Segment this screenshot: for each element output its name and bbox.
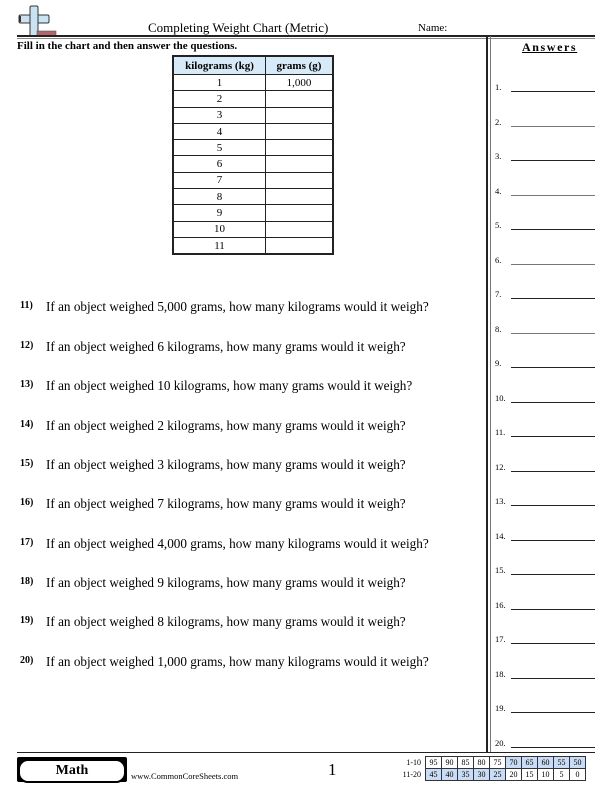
kg-cell: 10 <box>174 221 266 237</box>
answer-line-10[interactable] <box>495 391 595 403</box>
answer-blank[interactable] <box>511 91 595 92</box>
score-row-1-10 <box>395 757 586 769</box>
answer-blank[interactable] <box>511 436 595 437</box>
answer-line-12[interactable] <box>495 460 595 472</box>
kg-cell: 7 <box>174 172 266 188</box>
answer-number: 17. <box>495 634 506 644</box>
question-number: 14) <box>20 419 34 430</box>
answer-number: 14. <box>495 531 506 541</box>
table-row <box>174 107 333 123</box>
question-text: If an object weighed 2 kilograms, how many grams would it weigh? <box>46 418 406 433</box>
answer-number: 11. <box>495 427 506 437</box>
table-row <box>174 221 333 237</box>
score-cell: 95 <box>426 757 442 769</box>
column-header-kilograms: kilograms (kg) <box>174 57 266 75</box>
answer-number: 5. <box>495 220 502 230</box>
column-divider <box>486 36 488 752</box>
answer-blank[interactable] <box>511 540 595 541</box>
conversion-table <box>173 56 333 254</box>
question-number: 13) <box>20 379 34 390</box>
answer-blank[interactable] <box>511 298 595 299</box>
answer-number: 19. <box>495 703 506 713</box>
grams-cell[interactable] <box>266 189 333 205</box>
answer-blank[interactable] <box>511 471 595 472</box>
grams-cell[interactable]: 1,000 <box>266 75 333 91</box>
answer-line-9[interactable] <box>495 356 595 368</box>
answer-blank[interactable] <box>511 229 595 230</box>
grams-cell[interactable] <box>266 156 333 172</box>
answer-number: 2. <box>495 117 502 127</box>
question-number: 17) <box>20 537 34 548</box>
question-15 <box>20 457 406 473</box>
score-cell: 30 <box>474 769 490 781</box>
kg-cell: 1 <box>174 75 266 91</box>
question-number: 11) <box>20 300 33 311</box>
answer-number: 6. <box>495 255 502 265</box>
website-link[interactable]: www.CommonCoreSheets.com <box>131 771 239 781</box>
score-cell: 70 <box>506 757 522 769</box>
question-17 <box>20 536 429 552</box>
answer-number: 13. <box>495 496 506 506</box>
kg-cell: 11 <box>174 237 266 253</box>
answer-number: 7. <box>495 289 502 299</box>
answer-blank[interactable] <box>511 402 595 403</box>
question-number: 12) <box>20 340 34 351</box>
answer-blank[interactable] <box>511 126 595 127</box>
answer-line-6[interactable] <box>495 253 595 265</box>
question-16 <box>20 496 406 512</box>
header-divider <box>17 35 595 37</box>
table-row <box>174 123 333 139</box>
question-text: If an object weighed 6 kilograms, how many grams would it weigh? <box>46 339 406 354</box>
answers-heading: Answers <box>522 40 578 54</box>
score-cell: 65 <box>522 757 538 769</box>
answer-line-8[interactable] <box>495 322 595 334</box>
answer-blank[interactable] <box>511 712 595 713</box>
answer-blank[interactable] <box>511 747 595 748</box>
grams-cell[interactable] <box>266 123 333 139</box>
question-12 <box>20 339 406 355</box>
question-number: 20) <box>20 655 34 666</box>
answer-blank[interactable] <box>511 160 595 161</box>
score-row-11-20 <box>395 769 586 781</box>
score-table <box>395 756 586 781</box>
table-row <box>174 91 333 107</box>
table-row <box>174 189 333 205</box>
answer-number: 15. <box>495 565 506 575</box>
answer-line-7[interactable] <box>495 287 595 299</box>
score-cell: 25 <box>490 769 506 781</box>
answer-blank[interactable] <box>511 678 595 679</box>
score-cell: 55 <box>554 757 570 769</box>
answer-line-3[interactable] <box>495 149 595 161</box>
answer-number: 10. <box>495 393 506 403</box>
answer-line-19[interactable] <box>495 701 595 713</box>
answer-blank[interactable] <box>511 367 595 368</box>
answer-line-17[interactable] <box>495 632 595 644</box>
question-text: If an object weighed 7 kilograms, how many grams would it weigh? <box>46 496 406 511</box>
page-number: 1 <box>328 760 337 779</box>
score-cell: 0 <box>570 769 586 781</box>
instructions: Fill in the chart and then answer the questions. <box>17 40 238 52</box>
answer-line-2[interactable] <box>495 115 595 127</box>
question-text: If an object weighed 1,000 grams, how many kilograms would it weigh? <box>46 654 429 669</box>
answer-line-11[interactable] <box>495 425 595 437</box>
answer-line-13[interactable] <box>495 494 595 506</box>
grams-cell[interactable] <box>266 237 333 253</box>
question-13 <box>20 378 412 394</box>
kg-cell: 3 <box>174 107 266 123</box>
question-number: 15) <box>20 458 34 469</box>
table-row <box>174 172 333 188</box>
question-text: If an object weighed 3 kilograms, how many grams would it weigh? <box>46 457 406 472</box>
answer-number: 16. <box>495 600 506 610</box>
score-cell: 85 <box>458 757 474 769</box>
answer-blank[interactable] <box>511 505 595 506</box>
worksheet-title: Completing Weight Chart (Metric) <box>148 20 329 35</box>
score-row-label: 1-10 <box>406 758 421 767</box>
column-header-grams: grams (g) <box>266 57 333 75</box>
answer-line-18[interactable] <box>495 667 595 679</box>
question-20 <box>20 654 429 670</box>
footer-divider <box>17 752 595 753</box>
question-number: 18) <box>20 576 34 587</box>
kg-cell: 8 <box>174 189 266 205</box>
question-number: 16) <box>20 497 34 508</box>
table-row <box>174 205 333 221</box>
answer-number: 20. <box>495 738 506 748</box>
question-text: If an object weighed 8 kilograms, how many grams would it weigh? <box>46 614 406 629</box>
answer-line-1[interactable] <box>495 80 595 92</box>
question-14 <box>20 418 406 434</box>
kg-cell: 9 <box>174 205 266 221</box>
answer-line-16[interactable] <box>495 598 595 610</box>
question-text: If an object weighed 5,000 grams, how many kilograms would it weigh? <box>46 299 429 314</box>
table-row <box>174 237 333 253</box>
answer-line-20[interactable] <box>495 736 595 748</box>
score-cell: 10 <box>538 769 554 781</box>
answer-number: 3. <box>495 151 502 161</box>
question-18 <box>20 575 406 591</box>
table-row <box>174 75 333 91</box>
table-row <box>174 156 333 172</box>
answer-line-5[interactable] <box>495 218 595 230</box>
answer-number: 8. <box>495 324 502 334</box>
question-19 <box>20 614 406 630</box>
answer-line-14[interactable] <box>495 529 595 541</box>
answer-line-15[interactable] <box>495 563 595 575</box>
score-cell: 90 <box>442 757 458 769</box>
score-cell: 5 <box>554 769 570 781</box>
answer-number: 18. <box>495 669 506 679</box>
header-divider-thin <box>17 38 595 39</box>
answer-blank[interactable] <box>511 195 595 196</box>
table-row <box>174 140 333 156</box>
name-label: Name: <box>418 22 448 34</box>
grams-cell[interactable] <box>266 91 333 107</box>
question-11 <box>20 299 429 315</box>
score-cell: 80 <box>474 757 490 769</box>
question-text: If an object weighed 4,000 grams, how many kilograms would it weigh? <box>46 536 429 551</box>
answer-blank[interactable] <box>511 574 595 575</box>
score-cell: 15 <box>522 769 538 781</box>
score-cell: 35 <box>458 769 474 781</box>
grams-cell[interactable] <box>266 107 333 123</box>
grams-cell[interactable] <box>266 140 333 156</box>
score-cell: 45 <box>426 769 442 781</box>
subject-badge: Math <box>18 759 126 783</box>
plus-book-logo-icon <box>17 5 57 37</box>
answer-number: 4. <box>495 186 502 196</box>
answer-blank[interactable] <box>511 609 595 610</box>
column-divider-thin <box>490 36 491 752</box>
grams-cell[interactable] <box>266 205 333 221</box>
kg-cell: 5 <box>174 140 266 156</box>
grams-cell[interactable] <box>266 221 333 237</box>
score-cell: 75 <box>490 757 506 769</box>
kg-cell: 6 <box>174 156 266 172</box>
score-cell: 50 <box>570 757 586 769</box>
answer-line-4[interactable] <box>495 184 595 196</box>
answer-number: 12. <box>495 462 506 472</box>
score-row-label: 11-20 <box>402 770 421 779</box>
answer-blank[interactable] <box>511 333 595 334</box>
question-text: If an object weighed 10 kilograms, how many grams would it weigh? <box>46 378 413 393</box>
answer-blank[interactable] <box>511 264 595 265</box>
kg-cell: 4 <box>174 123 266 139</box>
answer-blank[interactable] <box>511 643 595 644</box>
grams-cell[interactable] <box>266 172 333 188</box>
question-text: If an object weighed 9 kilograms, how many grams would it weigh? <box>46 575 406 590</box>
kg-cell: 2 <box>174 91 266 107</box>
answer-number: 9. <box>495 358 502 368</box>
score-cell: 60 <box>538 757 554 769</box>
score-cell: 40 <box>442 769 458 781</box>
answer-number: 1. <box>495 82 502 92</box>
question-number: 19) <box>20 615 34 626</box>
score-cell: 20 <box>506 769 522 781</box>
